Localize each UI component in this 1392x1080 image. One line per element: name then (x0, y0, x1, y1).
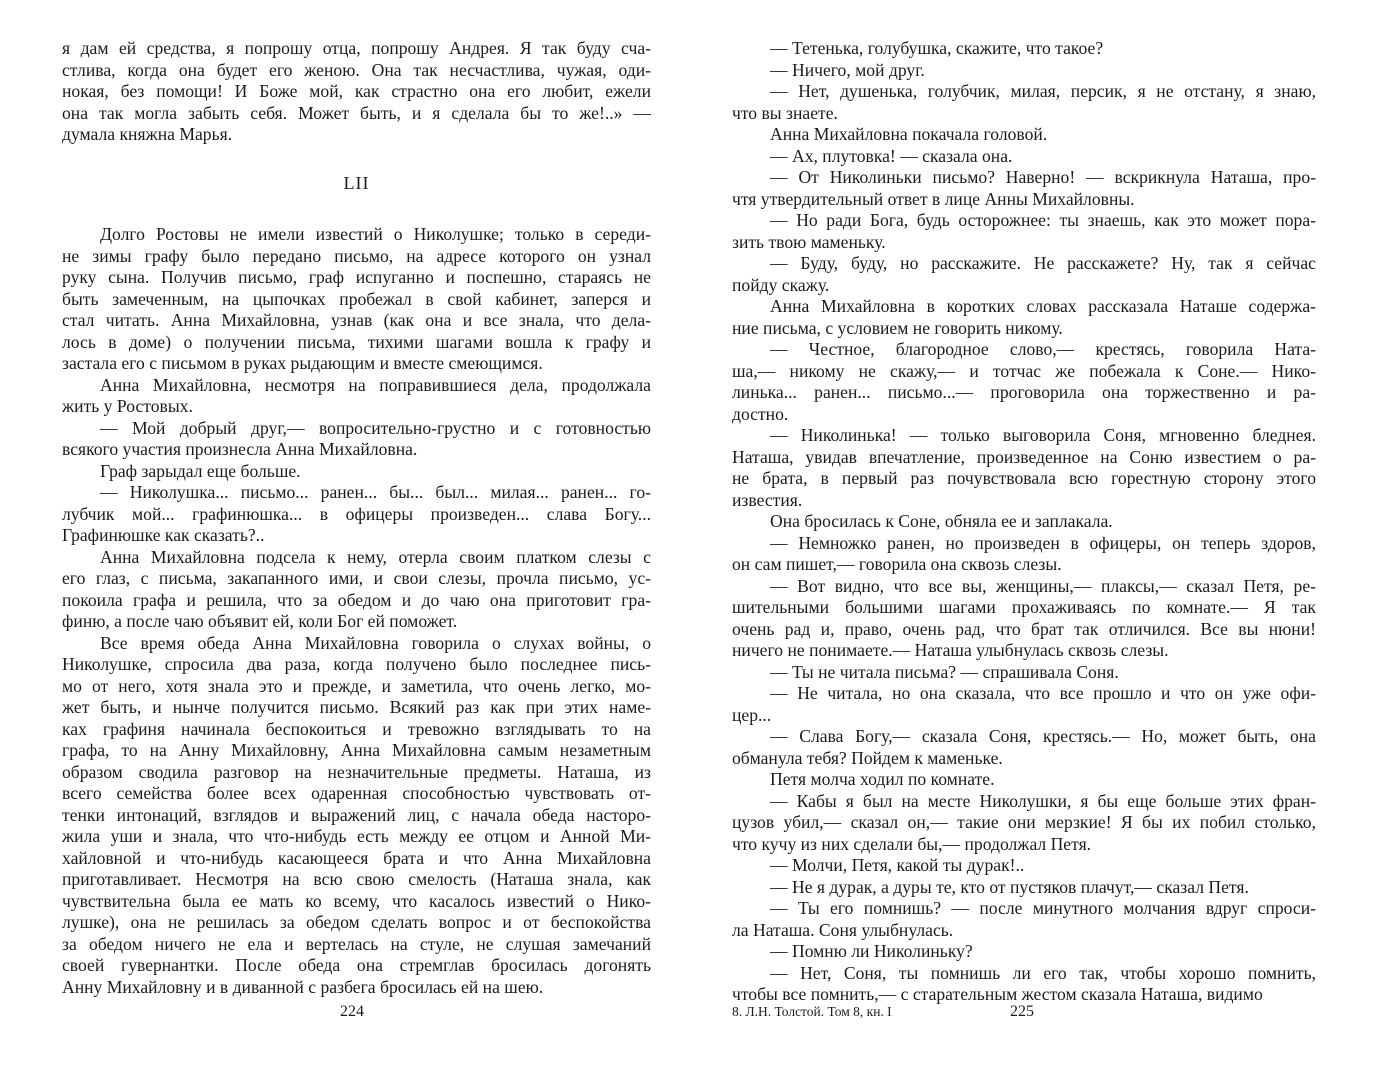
text-line: финю, а после чаю объявит ей, коли Бог ей поможет. (62, 611, 458, 631)
text-line: образом сводила разговор на незначительные предметы. Наташа, из (62, 761, 651, 782)
paragraph (732, 339, 1316, 425)
text-line: Анну Михайловну и в диванной с разбега бросилась ей на шею. (62, 976, 544, 997)
paragraph (732, 511, 1316, 533)
text-line: быть замеченным, на цыпочках пробежал в свой кабинет, заперся и (62, 288, 651, 309)
paragraph (732, 167, 1316, 210)
text-line: Граф зарыдал еще больше. (100, 460, 301, 481)
text-line: Она бросилась к Соне, обняла ее и заплакала. (770, 511, 1113, 531)
paragraph (62, 224, 651, 375)
text-line: лось в доме) о получении письма, тихими шагами вошла к графу и (62, 331, 651, 352)
text-line: Анна Михайловна подсела к нему, отерла своим платком слезы с (100, 546, 651, 567)
text-line: я дам ей средства, я попрошу отца, попрошу Андрея. Я так буду сча- (62, 38, 651, 58)
text-line: линька... ранен... письмо...— проговорила она торжественно и ра- (732, 382, 1316, 402)
text-line: шительными большими шагами прохаживаясь по комнате.— Я так (732, 597, 1316, 617)
text-line: Петя молча ходил по комнате. (770, 769, 995, 789)
text-line: — Мой добрый друг,— вопросительно-грустно и с готовностью (100, 417, 651, 438)
text-line: — Кабы я был на месте Николушки, я бы еще больше этих фран- (770, 790, 1316, 811)
paragraph (732, 60, 1316, 82)
text-line: достно. (732, 403, 789, 424)
paragraph (732, 210, 1316, 253)
text-line: — Но ради Бога, будь осторожнее: ты знаешь, как это может пора- (770, 210, 1316, 230)
text-line: чувствительна была ее мать ко всему, что касалось известий о Нико- (62, 890, 651, 911)
text-line: — Нет, душенька, голубчик, милая, персик, я не отстану, я знаю, (770, 81, 1316, 101)
text-line: графа, то на Анну Михайловну, Анна Михайловна самым незаметным (62, 740, 651, 760)
text-line: — Тетенька, голубушка, скажите, что такое? (770, 38, 1104, 58)
paragraph (732, 898, 1316, 941)
text-line: ша,— никому не скажу,— и тотчас же побежала к Соне.— Нико- (732, 360, 1316, 381)
text-line: Анна Михайловна покачала головой. (770, 124, 1048, 144)
text-line: — Не я дурак, а дуры те, кто от пустяков плачут,— сказал Петя. (770, 876, 1249, 897)
text-line: — Не читала, но она сказала, что все прошло и что он уже офи- (770, 683, 1316, 703)
text-line: — Николинька! — только выговорила Соня, мгновенно бледнея. (770, 425, 1316, 445)
paragraph (732, 533, 1316, 576)
left-opening-paragraph (62, 38, 651, 146)
text-line: Наташа, увидав впечатление, произведенное на Соню известием о ра- (732, 446, 1316, 467)
text-line: Долго Ростовы не имели известий о Николушке; только в середи- (100, 224, 651, 244)
paragraph (732, 253, 1316, 296)
text-line: известия. (732, 489, 803, 510)
text-line: нокая, без помощи! И Боже мой, как страстно она его любит, ежели (62, 81, 651, 101)
text-line: ние письма, с условием не говорить никому. (732, 317, 1063, 338)
paragraph (732, 146, 1316, 168)
left-page-number: 224 (340, 1003, 364, 1020)
text-line: — Нет, Соня, ты помнишь ли его так, чтобы хорошо помнить, (770, 962, 1316, 983)
paragraph (62, 375, 651, 418)
text-line: жить у Ростовых. (62, 396, 193, 416)
left-page (62, 38, 651, 998)
text-line: — Немножко ранен, но произведен в офицеры, он теперь здоров, (770, 532, 1316, 553)
text-line: — Буду, буду, но расскажите. Не расскажете? Ну, так я сейчас (770, 253, 1316, 273)
text-line: стлива, когда она будет его женою. Она так несчастлива, чужая, оди- (62, 59, 651, 80)
paragraph (62, 482, 651, 547)
text-line: стал читать. Анна Михайловна, узнав (как она и все знала, что дела- (62, 310, 651, 330)
paragraph (732, 791, 1316, 856)
text-line: он сам пишет,— говорила она сквозь слезы. (732, 554, 1062, 574)
paragraph (732, 81, 1316, 124)
text-line: мо от него, хотя знала это и прежде, и заметила, что очень легко, мо- (62, 675, 651, 696)
text-line: покоила графа и решила, что за обедом и до чаю она приготовит гра- (62, 589, 651, 610)
text-line: всякого участия произнесла Анна Михайловна. (62, 439, 418, 459)
right-page-number: 225 (1010, 1003, 1034, 1020)
text-line: жила уши и знала, что что-нибудь есть между ее отцом и Анной Ми- (62, 826, 651, 846)
text-line: — Ты не читала письма? — спрашивала Соня. (770, 661, 1119, 682)
text-line: ла Наташа. Соня улыбнулась. (732, 919, 954, 940)
text-line: пойду скажу. (732, 274, 830, 295)
text-line: она так могла забыть себя. Может быть, и я сделала бы то же!..» — (62, 102, 651, 123)
paragraph (732, 662, 1316, 684)
paragraph (62, 38, 651, 146)
text-line: не брата, в первый раз почувствовала всю горестную сторону этого (732, 468, 1316, 488)
text-line: хайловной и что-нибудь касающееся брата и что Анна Михайловна (62, 847, 651, 868)
text-line: Графинюшке как сказать?.. (62, 525, 265, 545)
text-line: ничего не понимаете.— Наташа улыбнулась сквозь слезы. (732, 640, 1169, 660)
text-line: очень рад и, право, очень рад, что брат так отличился. Все вы нюни! (732, 618, 1316, 639)
right-body (732, 38, 1316, 1006)
text-line: Все время обеда Анна Михайловна говорила о слухах войны, о (100, 632, 651, 653)
text-line: Анна Михайловна в коротких словах рассказала Наташе содержа- (770, 296, 1316, 316)
text-line: жет быть, и нынче получится письмо. Всякий раз как при этих наме- (62, 697, 651, 717)
paragraph (732, 124, 1316, 146)
text-line: обманула тебя? Пойдем к маменьке. (732, 747, 1003, 768)
text-line: что вы знаете. (732, 102, 838, 123)
text-line: своей гувернантки. После обеда она стремглав бросилась догонять (62, 955, 651, 975)
text-line: за обедом ничего не ела и вертелась на стуле, не слушая замечаний (62, 933, 651, 954)
paragraph (732, 576, 1316, 662)
text-line: думала княжна Марья. (62, 124, 233, 144)
text-line: — От Николиньки письмо? Наверно! — вскрикнула Наташа, про- (770, 167, 1316, 187)
paragraph (732, 769, 1316, 791)
paragraph (732, 683, 1316, 726)
paragraph (62, 418, 651, 461)
paragraph (732, 941, 1316, 963)
text-line: — Ты его помнишь? — после минутного молчания вдруг спроси- (770, 898, 1316, 918)
text-line: всего семейства более всех одаренная способностью чувствовать от- (62, 783, 651, 803)
text-line: что кучу из них сделали бы,— продолжал Петя. (732, 833, 1092, 854)
chapter-heading: LII (343, 172, 370, 193)
paragraph (732, 296, 1316, 339)
right-page (732, 38, 1316, 1006)
text-line: его глаз, с письма, закапанного ими, и свои слезы, прочла письмо, ус- (62, 568, 651, 588)
text-line: застала его с письмом в руках рыдающим и вместе смеющимся. (62, 353, 543, 373)
text-line: — Помню ли Николиньку? (770, 941, 973, 961)
paragraph (732, 963, 1316, 1006)
text-line: лубчик мой... графинюшка... в офицеры произведен... слава Богу... (62, 503, 651, 524)
text-line: — Честное, благородное слово,— крестясь, говорила Ната- (770, 339, 1316, 359)
text-line: цузов убил,— сказал он,— такие они мерзкие! Я бы их побил столько, (732, 812, 1316, 832)
printer-signature: 8. Л.Н. Толстой. Том 8, кн. I (732, 1004, 892, 1019)
text-line: — Вот видно, что все вы, женщины,— плаксы,— сказал Петя, ре- (770, 575, 1316, 596)
left-body (62, 224, 651, 998)
text-line: зить твою маменьку. (732, 231, 886, 252)
paragraph (732, 425, 1316, 511)
text-line: цер... (732, 704, 772, 725)
text-line: — Николушка... письмо... ранен... бы... был... милая... ранен... го- (100, 482, 651, 502)
paragraph (732, 38, 1316, 60)
text-line: Николушке, спросила два раза, когда получено было последнее пись- (62, 654, 651, 674)
text-line: Анна Михайловна, несмотря на поправившиеся дела, продолжала (100, 374, 651, 395)
text-line: тенки интонаций, взглядов и выражений лиц, с начала обеда насторо- (62, 804, 651, 825)
text-line: приготавливает. Несмотря на всю свою смелость (Наташа знала, как (62, 869, 651, 889)
text-line: не зимы графу было передано письмо, на адресе которого он узнал (62, 245, 651, 266)
paragraph (62, 633, 651, 999)
text-line: чтобы все помнить,— с старательным жестом сказала Наташа, видимо (732, 984, 1263, 1004)
text-line: ках графиня начинала беспокоиться и тревожно взглядывать то на (62, 718, 651, 739)
text-line: руку сына. Получив письмо, граф испуганно и поспешно, стараясь не (62, 267, 651, 287)
text-line: — Слава Богу,— сказала Соня, крестясь.— Но, может быть, она (770, 726, 1316, 746)
text-line: — Ах, плутовка! — сказала она. (770, 145, 1013, 166)
text-line: — Ничего, мой друг. (770, 59, 925, 80)
paragraph (732, 877, 1316, 899)
paragraph (62, 547, 651, 633)
text-line: — Молчи, Петя, какой ты дурак!.. (770, 855, 1025, 875)
text-line: чтя утвердительный ответ в лице Анны Михайловны. (732, 188, 1135, 209)
paragraph (732, 855, 1316, 877)
paragraph (62, 461, 651, 483)
text-line: лушке), она не решилась за обедом сделать вопрос и от беспокойства (62, 912, 651, 932)
paragraph (732, 726, 1316, 769)
